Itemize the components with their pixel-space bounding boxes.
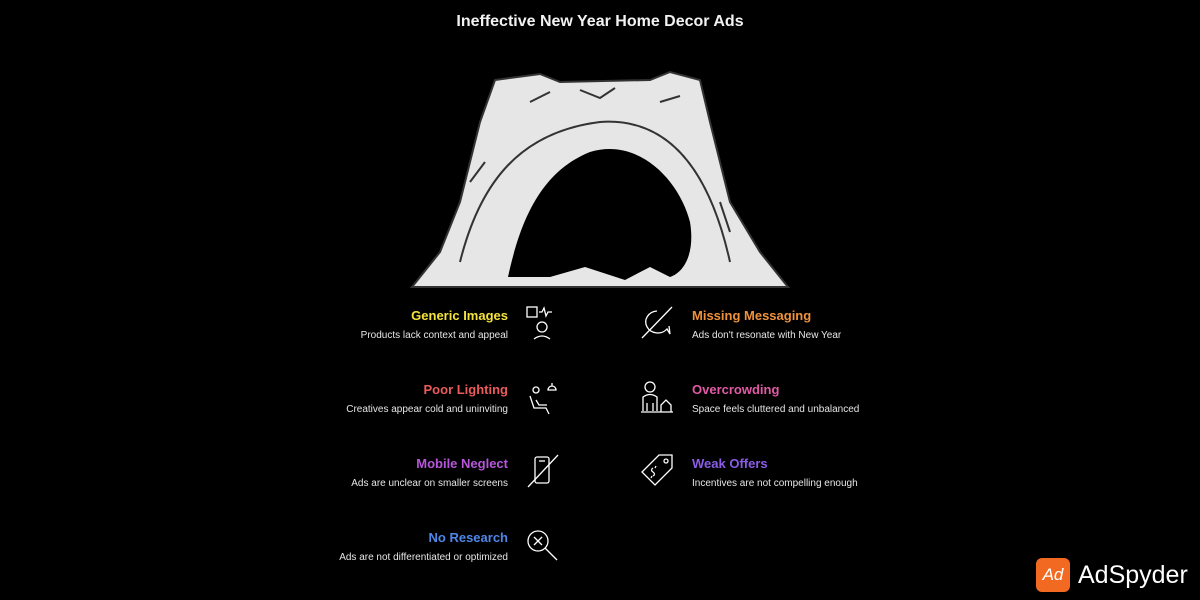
item-mobile-neglect bbox=[328, 456, 508, 490]
item-desc: Creatives appear cold and uninviting bbox=[346, 404, 508, 415]
logo-name: AdSpyder bbox=[1078, 560, 1188, 589]
price-tag-icon bbox=[639, 452, 675, 488]
item-desc: Ads don't resonate with New Year bbox=[692, 330, 842, 341]
item-desc: Incentives are not compelling enough bbox=[692, 478, 858, 489]
item-overcrowding bbox=[692, 382, 872, 416]
item-desc: Space feels cluttered and unbalanced bbox=[692, 404, 860, 415]
image-person-icon bbox=[524, 305, 560, 341]
no-mobile-icon bbox=[526, 453, 562, 489]
search-x-icon bbox=[524, 527, 560, 563]
item-missing-messaging bbox=[692, 308, 872, 342]
item-title: Generic Images bbox=[411, 308, 508, 323]
page-title: Ineffective New Year Home Decor Ads bbox=[456, 13, 744, 30]
crowd-house-icon bbox=[639, 379, 675, 415]
item-poor-lighting bbox=[328, 382, 508, 416]
item-generic-images bbox=[328, 308, 508, 342]
item-desc: Ads are unclear on smaller screens bbox=[351, 478, 508, 489]
item-no-research bbox=[328, 530, 508, 564]
item-title: No Research bbox=[428, 530, 508, 545]
lamp-person-icon bbox=[526, 380, 562, 416]
item-title: Overcrowding bbox=[692, 382, 780, 397]
no-message-icon bbox=[639, 305, 675, 341]
item-desc: Ads are not differentiated or optimized bbox=[339, 552, 508, 563]
item-title: Missing Messaging bbox=[692, 308, 812, 323]
item-title: Mobile Neglect bbox=[416, 456, 508, 471]
item-title: Weak Offers bbox=[692, 456, 768, 471]
cave-illustration bbox=[400, 62, 800, 292]
adspyder-logo bbox=[1036, 558, 1188, 592]
logo-mark: Ad bbox=[1036, 558, 1070, 592]
item-title: Poor Lighting bbox=[423, 382, 508, 397]
item-weak-offers bbox=[692, 456, 872, 490]
item-desc: Products lack context and appeal bbox=[360, 330, 508, 341]
